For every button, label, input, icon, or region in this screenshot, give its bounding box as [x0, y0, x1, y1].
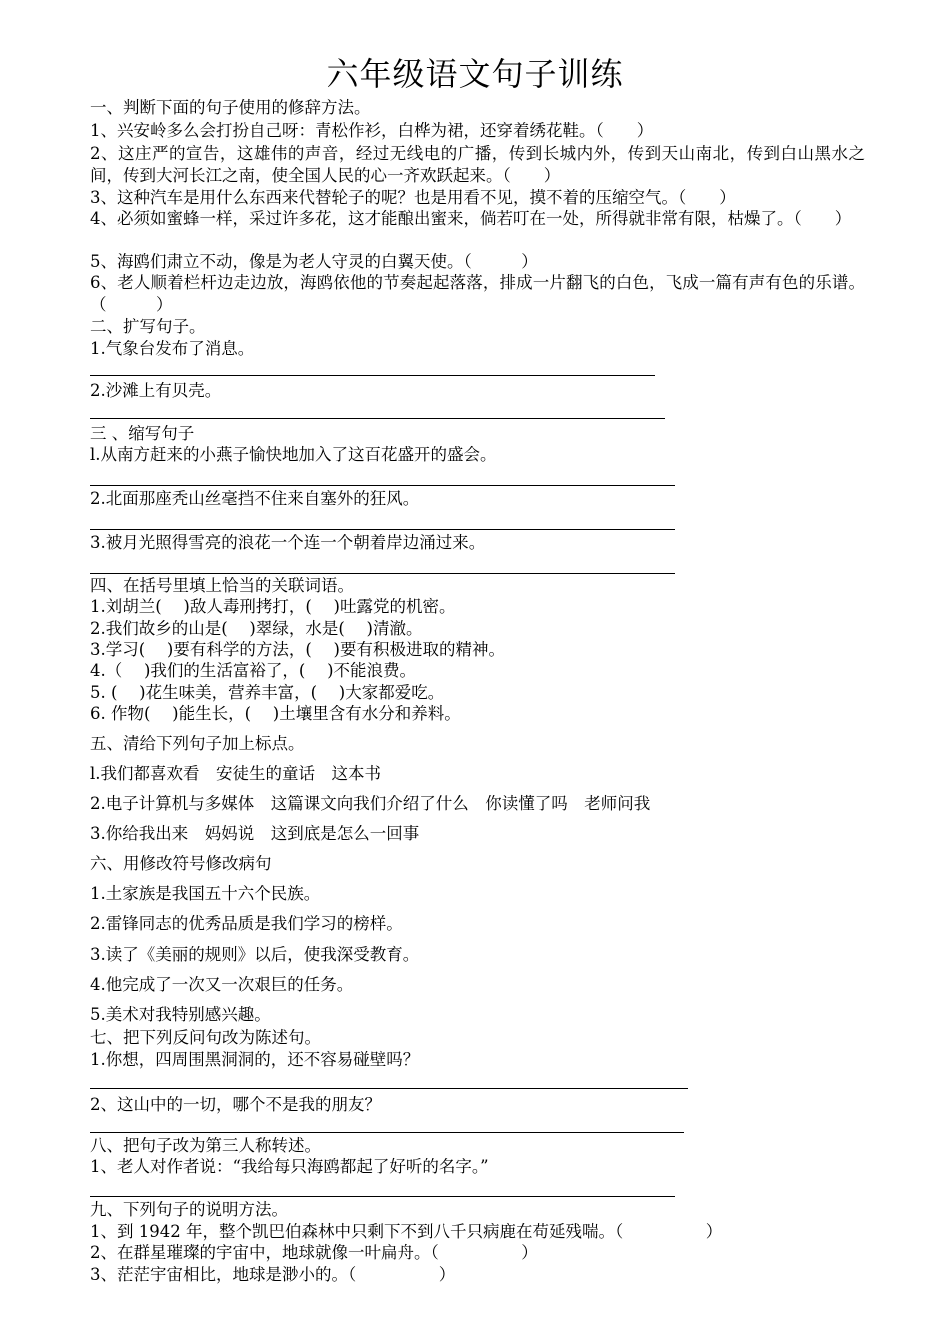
s9-item-3: 3、茫茫宇宙相比，地球是渺小的。（ ） [90, 1265, 456, 1284]
s3-item-3: 3.被月光照得雪亮的浪花一个连一个朝着岸边涌过来。 [90, 533, 486, 552]
answer-line[interactable] [90, 529, 675, 530]
s4-item-3: 3.学习( )要有科学的方法，( )要有积极进取的精神。 [90, 640, 505, 659]
answer-line[interactable] [90, 1088, 688, 1089]
s4-item-1: 1.刘胡兰( )敌人毒刑拷打，( )吐露党的机密。 [90, 597, 456, 616]
answer-line[interactable] [90, 418, 665, 419]
section-7-heading: 七、把下列反问句改为陈述句。 [90, 1028, 321, 1047]
page-title: 六年级语文句子训练 [326, 55, 624, 93]
s4-item-5: 5. ( )花生味美，营养丰富，( )大家都爱吃。 [90, 683, 445, 702]
s6-item-5: 5.美术对我特别感兴趣。 [90, 1005, 271, 1024]
s9-item-1: 1、到 1942 年，整个凯巴伯森林中只剩下不到八千只病鹿在苟延残喘。（ ） [90, 1222, 723, 1241]
s5-item-3: 3.你给我出来 妈妈说 这到底是怎么一回事 [90, 824, 420, 843]
s6-item-3: 3.读了《美丽的规则》以后，使我深受教育。 [90, 945, 420, 964]
answer-line[interactable] [90, 1196, 675, 1197]
section-6-heading: 六、用修改符号修改病句 [90, 854, 272, 873]
s1-item-1: 1、兴安岭多么会打扮自己呀：青松作衫，白桦为裙，还穿着绣花鞋。（ ） [90, 121, 654, 140]
answer-line[interactable] [90, 573, 675, 574]
s3-item-1: l.从南方赶来的小燕子愉快地加入了这百花盛开的盛会。 [90, 445, 497, 464]
s2-item-2: 2.沙滩上有贝壳。 [90, 381, 222, 400]
s8-item-1: 1、老人对作者说：“我给每只海鸥都起了好听的名字。” [90, 1157, 489, 1176]
section-5-heading: 五、清给下列句子加上标点。 [90, 734, 305, 753]
s1-item-5: 5、海鸥们肃立不动，像是为老人守灵的白翼天使。（ ） [90, 252, 538, 271]
section-9-heading: 九、下列句子的说明方法。 [90, 1200, 288, 1219]
s6-item-2: 2.雷锋同志的优秀品质是我们学习的榜样。 [90, 914, 403, 933]
s3-item-2: 2.北面那座秃山丝毫挡不住来自塞外的狂风。 [90, 489, 420, 508]
answer-line[interactable] [90, 485, 675, 486]
s1-item-4: 4、必须如蜜蜂一样，采过许多花，这才能酿出蜜来，倘若叮在一处，所得就非常有限，枯燥了。（ ） [90, 209, 852, 228]
s4-item-6: 6. 作物( )能生长，( )土壤里含有水分和养料。 [90, 704, 461, 723]
section-8-heading: 八、把句子改为第三人称转述。 [90, 1136, 321, 1155]
s6-item-4: 4.他完成了一次又一次艰巨的任务。 [90, 975, 354, 994]
section-2-heading: 二、扩写句子。 [90, 317, 206, 336]
answer-line[interactable] [90, 375, 655, 376]
s4-item-2: 2.我们故乡的山是( )翠绿，水是( )清澈。 [90, 619, 423, 638]
s9-item-2: 2、在群星璀璨的宇宙中，地球就像一叶扁舟。（ ） [90, 1243, 538, 1262]
s7-item-2: 2、这山中的一切，哪个不是我的朋友？ [90, 1095, 381, 1114]
s6-item-1: 1.土家族是我国五十六个民族。 [90, 884, 321, 903]
s5-item-2: 2.电子计算机与多媒体 这篇课文向我们介绍了什么 你读懂了吗 老师问我 [90, 794, 651, 813]
s7-item-1: 1.你想，四周围黑洞洞的，还不容易碰壁吗？ [90, 1050, 420, 1069]
s1-item-2: 2、这庄严的宣告，这雄伟的声音，经过无线电的广播，传到长城内外，传到天山南北，传到白山黑水之间，传到大河长江之南，使全国人民的心一齐欢跃起来。（ ） [90, 144, 865, 185]
s5-item-1: l.我们都喜欢看 安徒生的童话 这本书 [90, 764, 382, 783]
answer-line[interactable] [90, 1132, 684, 1133]
s4-item-4: 4.（ )我们的生活富裕了，( )不能浪费。 [90, 661, 417, 680]
s2-item-1: 1.气象台发布了消息。 [90, 339, 255, 358]
section-3-heading: 三 、缩写句子 [90, 424, 195, 443]
section-1-heading: 一、判断下面的句子使用的修辞方法。 [90, 98, 371, 117]
s1-item-6: 6、老人顺着栏杆边走边放，海鸥依他的节奏起起落落，排成一片翻飞的白色，飞成一篇有声有色的乐谱。（ ） [90, 273, 865, 314]
section-4-heading: 四、在括号里填上恰当的关联词语。 [90, 576, 354, 595]
s1-item-3: 3、这种汽车是用什么东西来代替轮子的呢？也是用看不见，摸不着的压缩空气。（ ） [90, 188, 736, 207]
